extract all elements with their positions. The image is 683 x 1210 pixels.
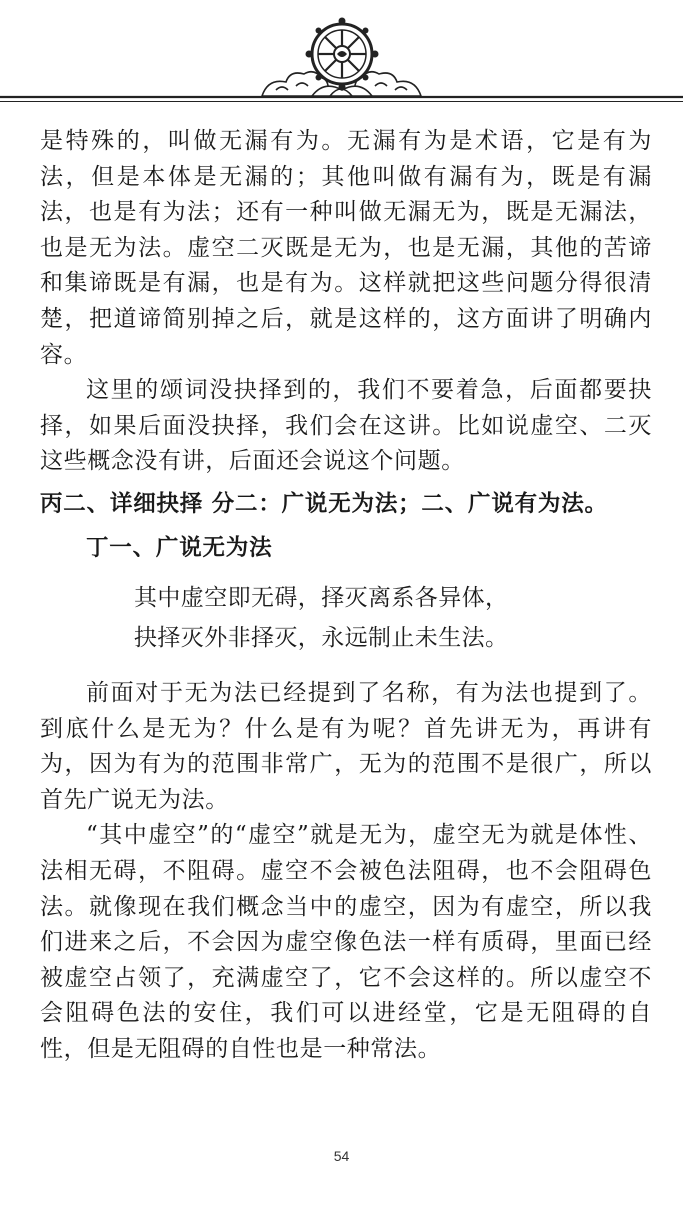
header-ornament-graphic [0,0,683,120]
paragraph: 这里的颂词没抉择到的，我们不要着急，后面都要抉择，如果后面没抉择，我们会在这讲。比如说虚空、二灭这些概念没有讲，后面还会说这个问题。 [40,377,652,475]
verse-block [40,578,652,658]
paragraph: 前面对于无为法已经提到了名称，有为法也提到了。到底什么是无为？什么是有为呢？首先讲无为，再讲有为，因为有为的范围非常广，无为的范围不是很广，所以首先广说无为法。 [40,679,652,813]
verse-line: 抉择灭外非择灭，永远制止未生法。 [134,624,509,651]
page-header-ornament [0,0,683,120]
section-heading: 丙二、详细抉择 分二：广说无为法；二、广说有为法。 [40,490,608,517]
page-content [40,124,652,1067]
dharma-wheel-icon [306,18,379,91]
paragraph-continued: 是特殊的，叫做无漏有为。无漏有为是术语，它是有为法，但是本体是无漏的；其他叫做有漏有为，既是有漏法，也是有为法；还有一种叫做无漏无为，既是无漏法，也是无为法。虚空二灭既是无为，也是无漏，其他的苦谛和集谛既是有漏，也是有为。这样就把这些问题分得很清楚，把道谛简别掉之后，就是这样的，这方面讲了明确内容。 [40,128,652,368]
paragraph: “其中虚空”的“虚空”就是无为，虚空无为就是体性、法相无碍，不阻碍。虚空不会被色法阻碍，也不会阻碍色法。就像现在我们概念当中的虚空，因为有虚空，所以我们进来之后，不会因为虚空像色法一样有质碍，里面已经被虚空占领了，充满虚空了，它不会这样的。所以虚空不会阻碍色法的安住，我们可以进经堂，它是无阻碍的自性，但是无阻碍的自性也是一种常法。 [40,822,652,1062]
verse-line: 其中虚空即无碍，择灭离系各异体， [134,584,509,611]
subsection-heading: 丁一、广说无为法 [86,534,273,561]
page-number: 54 [333,1148,350,1164]
